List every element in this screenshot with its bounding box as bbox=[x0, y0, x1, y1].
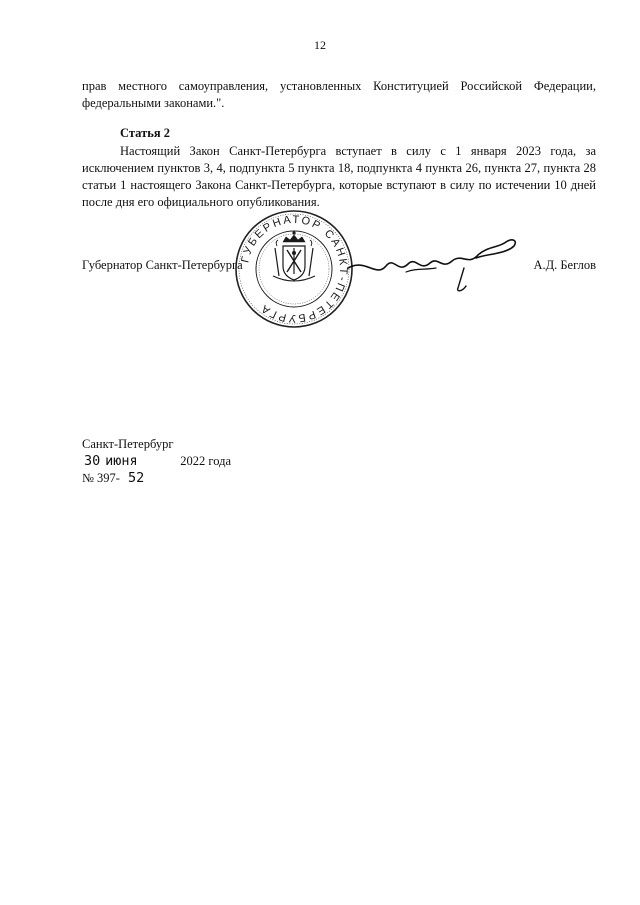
handwritten-signature bbox=[346, 228, 524, 300]
place-of-signing: Санкт-Петербург bbox=[82, 437, 174, 451]
coat-of-arms-emblem bbox=[273, 231, 315, 281]
law-number-prefix: № 397- bbox=[82, 471, 120, 485]
article-text: Настоящий Закон Санкт-Петербурга вступает в силу с 1 января 2023 года, за исключением пунктов 3, 4, подпункта 5 пункта 18, подпункта 4 пункта 26, пункта 27, пункта 28 статьи 1 настоящего Закона Санкт-Петербурга, которые вступают в силу по истечении 10 дней после дня его официального опубликования. bbox=[82, 144, 596, 209]
date-month: июня bbox=[105, 453, 138, 469]
date-year: 2022 года bbox=[180, 454, 231, 468]
governor-title: Губернатор Санкт-Петербурга bbox=[82, 258, 243, 272]
paragraph-continuation: прав местного самоуправления, установленных Конституцией Российской Федерации, федеральными законами.". bbox=[82, 79, 596, 110]
page-number: 12 bbox=[314, 38, 326, 52]
article-title: Статья 2 bbox=[120, 126, 170, 140]
governor-name: А.Д. Беглов bbox=[533, 258, 596, 272]
signing-date bbox=[82, 453, 231, 470]
law-number-value: 52 bbox=[127, 470, 145, 486]
official-seal bbox=[233, 206, 355, 332]
law-number bbox=[82, 470, 144, 487]
date-day: 30 bbox=[84, 453, 101, 469]
seal-text: ГУБЕРНАТОР САНКТ-ПЕТЕРБУРГА bbox=[239, 213, 350, 325]
